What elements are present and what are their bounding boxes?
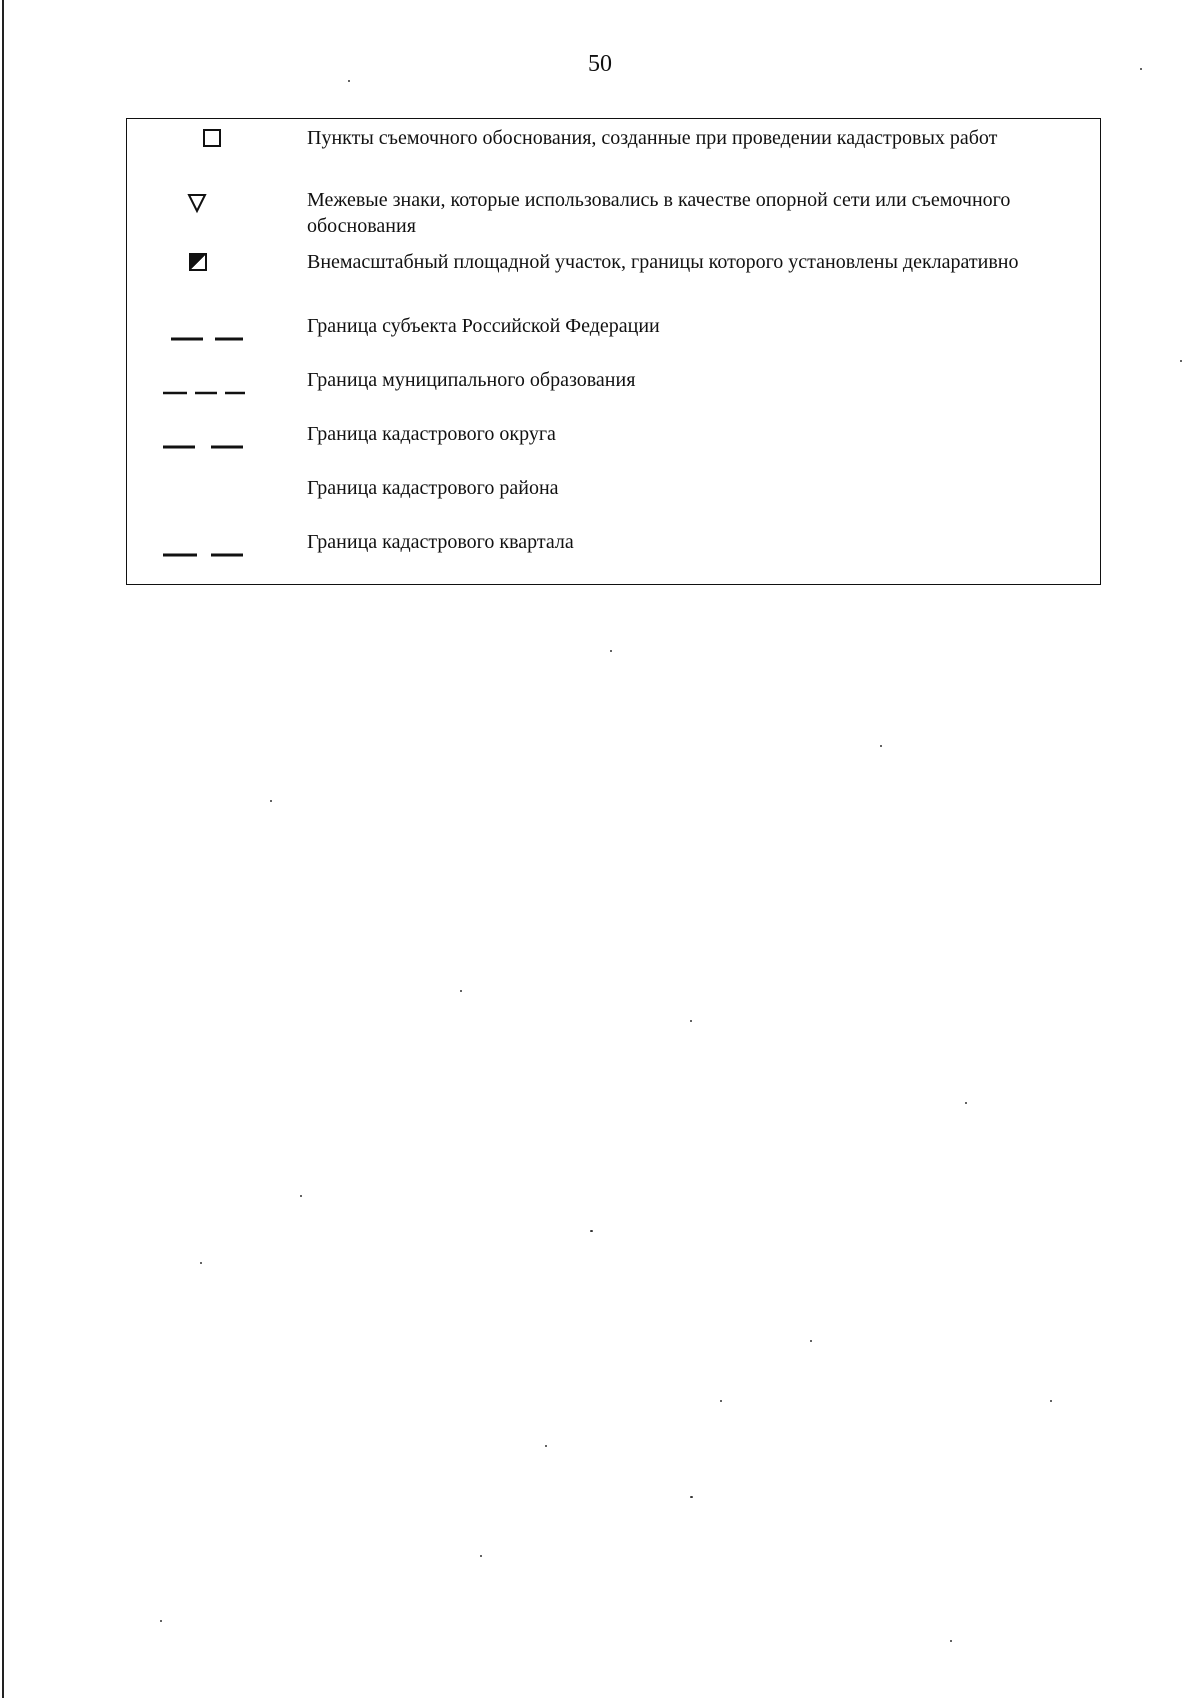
legend-label: Пункты съемочного обоснования, созданные при проведении кадастровых работ <box>307 127 998 149</box>
legend-symbol <box>127 125 305 165</box>
long-dash-line-icon <box>127 313 305 353</box>
legend-symbol <box>127 249 305 289</box>
square-outline-icon <box>203 129 221 147</box>
legend-table <box>126 118 1101 585</box>
legend-symbol <box>127 313 305 353</box>
long-dash-line-icon <box>127 529 305 569</box>
legend-symbol <box>127 187 305 227</box>
triangle-down-outline-icon <box>127 187 305 217</box>
legend-label: Межевые знаки, которые использовались в качестве опорной сети или съемочного обоснования <box>307 189 1011 237</box>
legend-symbol <box>127 421 305 461</box>
legend-symbol <box>127 367 305 407</box>
legend-label: Граница кадастрового района <box>307 477 559 499</box>
legend-label: Граница кадастрового округа <box>307 423 556 445</box>
half-filled-square-icon <box>189 253 207 271</box>
legend-label: Граница кадастрового квартала <box>307 531 574 553</box>
scan-edge-line <box>2 0 4 1698</box>
dash-line-icon <box>127 367 305 407</box>
legend-label: Граница муниципального образования <box>307 369 636 391</box>
page-number: 50 <box>588 51 612 77</box>
legend-label: Внемасштабный площадной участок, границы которого установлены декларативно <box>307 251 1019 273</box>
long-dash-line-icon <box>127 421 305 461</box>
legend-symbol <box>127 529 305 569</box>
legend-symbol <box>127 475 305 515</box>
legend-label: Граница субъекта Российской Федерации <box>307 315 660 337</box>
